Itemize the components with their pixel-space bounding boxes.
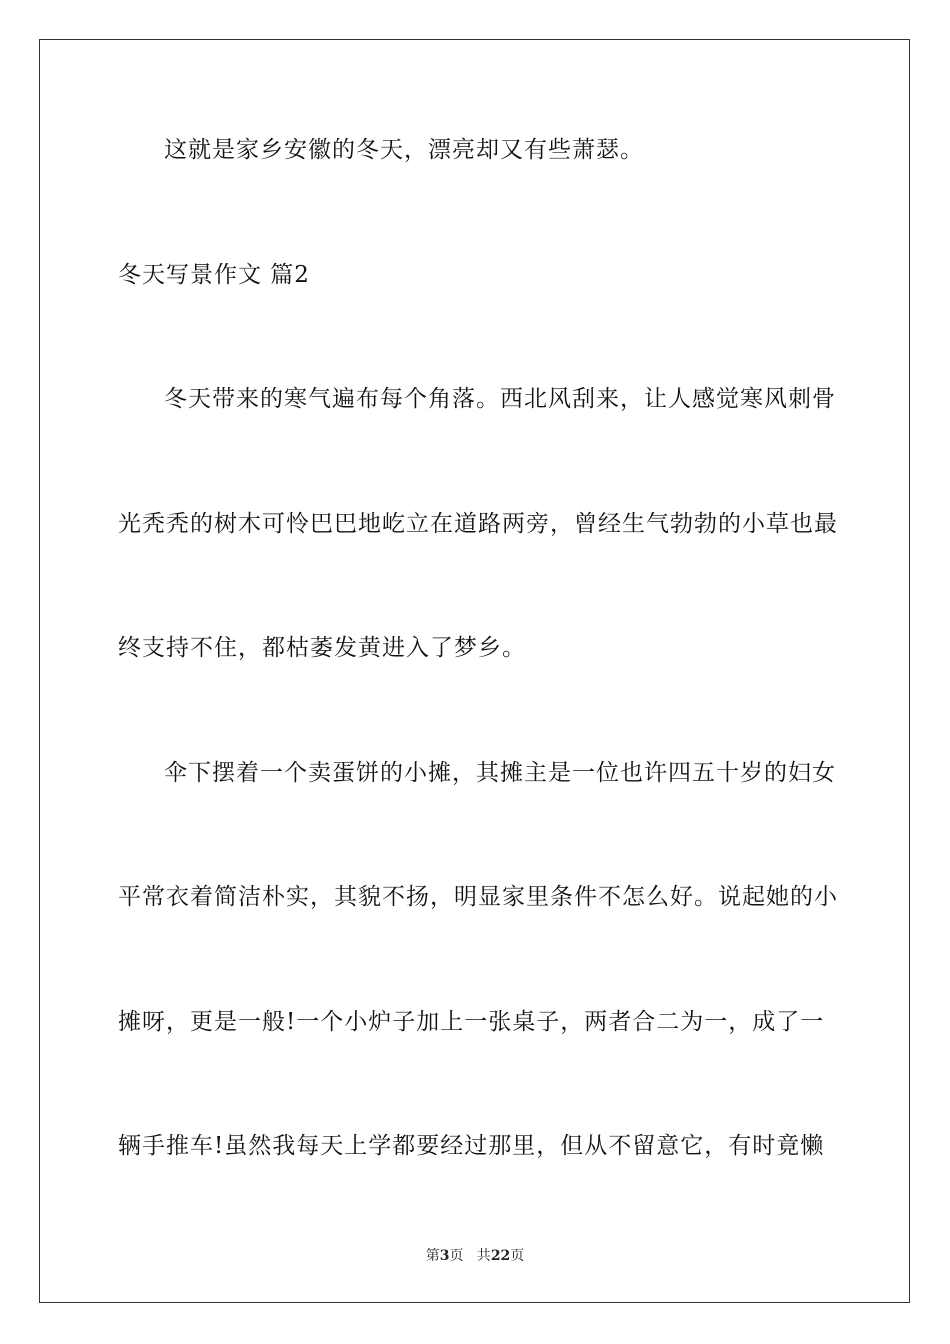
paragraph-line: 伞下摆着一个卖蛋饼的小摊，其摊主是一位也许四五十岁的妇女 xyxy=(164,760,836,786)
paragraph-line: 光秃秃的树木可怜巴巴地屹立在道路两旁，曾经生气勃勃的小草也最 xyxy=(118,511,838,537)
paragraph-line: 摊呀，更是一般!一个小炉子加上一张桌子，两者合二为一，成了一 xyxy=(118,1009,825,1035)
footer-total-pages: 22 xyxy=(490,1248,511,1264)
footer-page-number: 3 xyxy=(439,1248,450,1264)
footer-prefix: 第 xyxy=(425,1248,440,1264)
paragraph-line: 平常衣着简洁朴实，其貌不扬，明显家里条件不怎么好。说起她的小 xyxy=(118,884,838,910)
page-footer xyxy=(0,1247,950,1265)
footer-suffix: 页 xyxy=(510,1248,525,1264)
paragraph-line: 辆手推车!虽然我每天上学都要经过那里，但从不留意它，有时竟懒 xyxy=(118,1133,825,1159)
paragraph-line: 这就是家乡安徽的冬天，漂亮却又有些萧瑟。 xyxy=(164,137,644,163)
paragraph-line: 终支持不住，都枯萎发黄进入了梦乡。 xyxy=(118,635,526,661)
paragraph-line: 冬天带来的寒气遍布每个角落。西北风刮来，让人感觉寒风刺骨 xyxy=(164,386,836,412)
section-heading: 冬天写景作文 篇2 xyxy=(118,262,310,288)
footer-middle: 页 共 xyxy=(449,1248,491,1264)
page-frame xyxy=(39,39,910,1303)
